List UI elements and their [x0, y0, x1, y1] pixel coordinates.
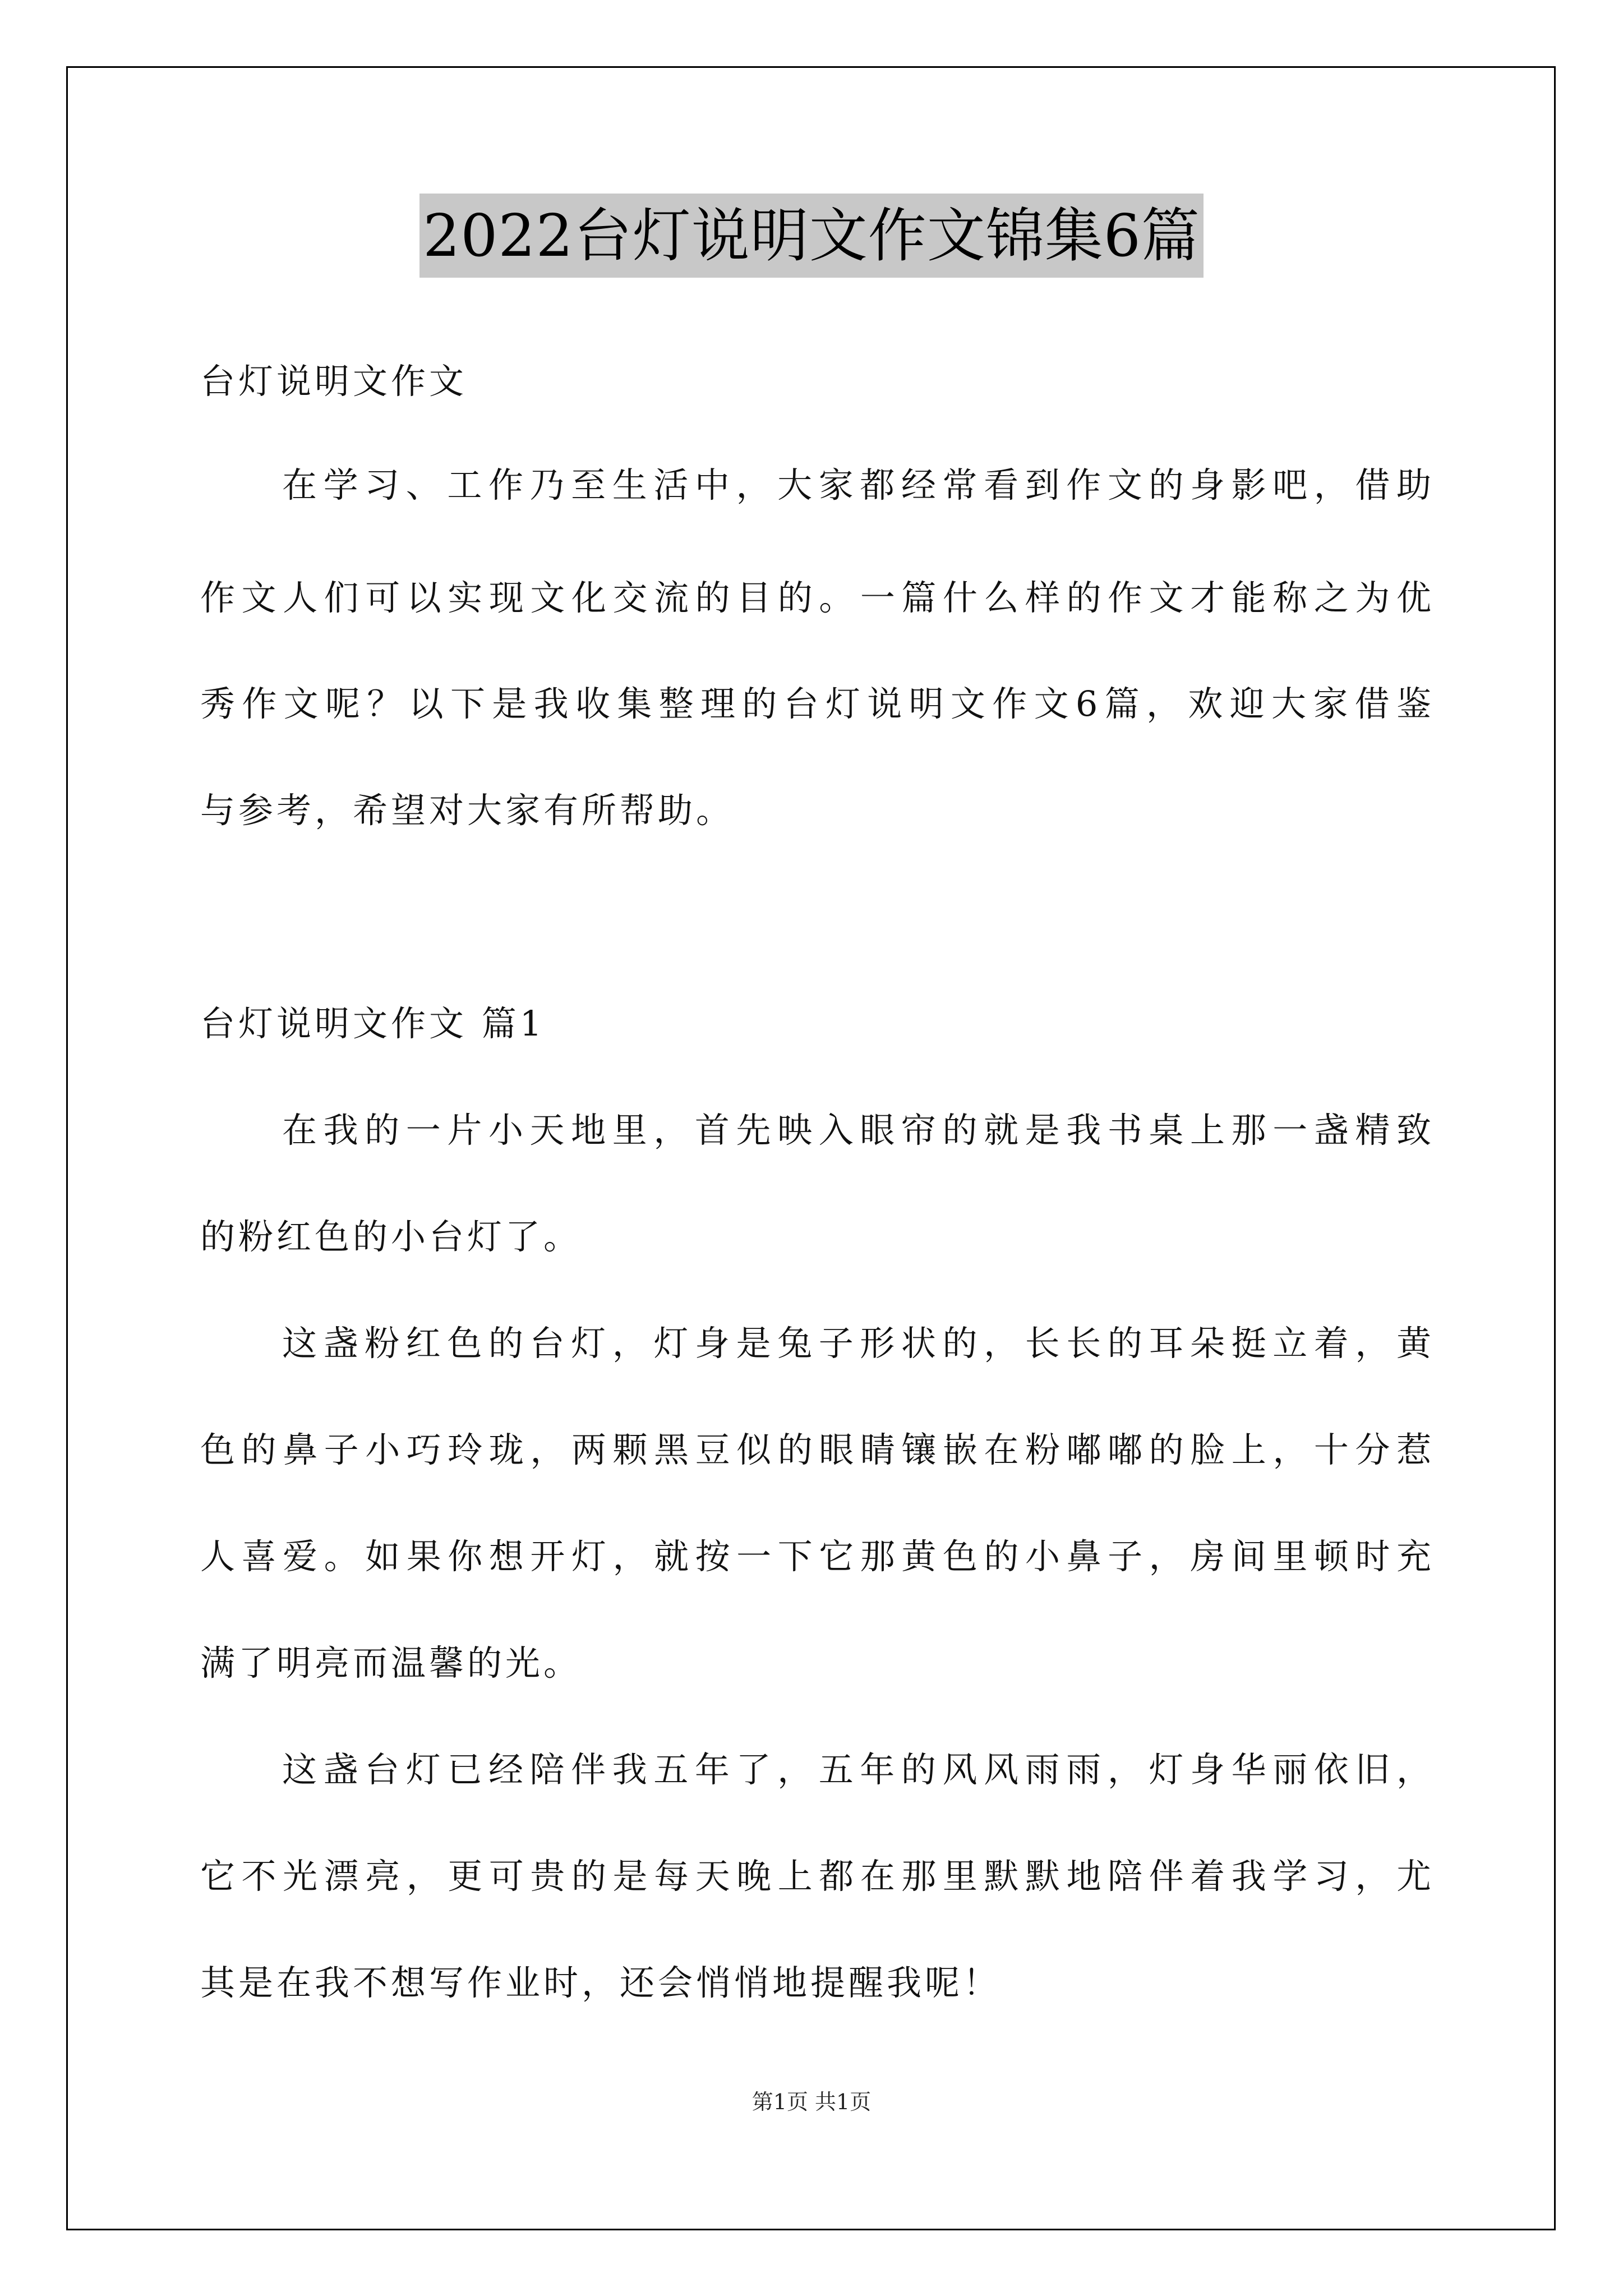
body-paragraph-line: 人喜爱。如果你想开灯，就按一下它那黄色的小鼻子，房间里顿时充: [200, 1536, 1431, 1577]
intro-paragraph-line: 与参考，希望对大家有所帮助。: [200, 790, 735, 831]
intro-paragraph-line: 秀作文呢？以下是我收集整理的台灯说明文作文6篇，欢迎大家借鉴: [200, 683, 1431, 724]
body-paragraph-line: 色的鼻子小巧玲珑，两颗黑豆似的眼睛镶嵌在粉嘟嘟的脸上，十分惹: [200, 1429, 1431, 1470]
body-paragraph-line: 它不光漂亮，更可贵的是每天晚上都在那里默默地陪伴着我学习，尤: [200, 1856, 1431, 1897]
body-paragraph-line: 满了明亮而温馨的光。: [200, 1642, 582, 1683]
section-heading: 台灯说明文作文 篇1: [200, 1003, 546, 1044]
title-container: [0, 194, 1623, 278]
intro-heading: 台灯说明文作文: [200, 361, 468, 402]
document-title: 2022台灯说明文作文锦集6篇: [419, 194, 1204, 278]
page-footer: 第1页 共1页: [751, 2090, 872, 2114]
body-paragraph-line: 其是在我不想写作业时，还会悄悄地提醒我呢！: [200, 1962, 1002, 2003]
intro-paragraph-line: 作文人们可以实现文化交流的目的。一篇什么样的作文才能称之为优: [200, 577, 1431, 618]
body-paragraph-line: 这盏粉红色的台灯，灯身是兔子形状的，长长的耳朵挺立着，黄: [282, 1323, 1431, 1364]
body-paragraph-line: 在我的一片小天地里，首先映入眼帘的就是我书桌上那一盏精致: [282, 1110, 1431, 1151]
body-paragraph-line: 的粉红色的小台灯了。: [200, 1216, 582, 1257]
intro-paragraph-line: 在学习、工作乃至生活中，大家都经常看到作文的身影吧，借助: [282, 464, 1431, 505]
body-paragraph-line: 这盏台灯已经陪伴我五年了，五年的风风雨雨，灯身华丽依旧，: [282, 1749, 1431, 1790]
